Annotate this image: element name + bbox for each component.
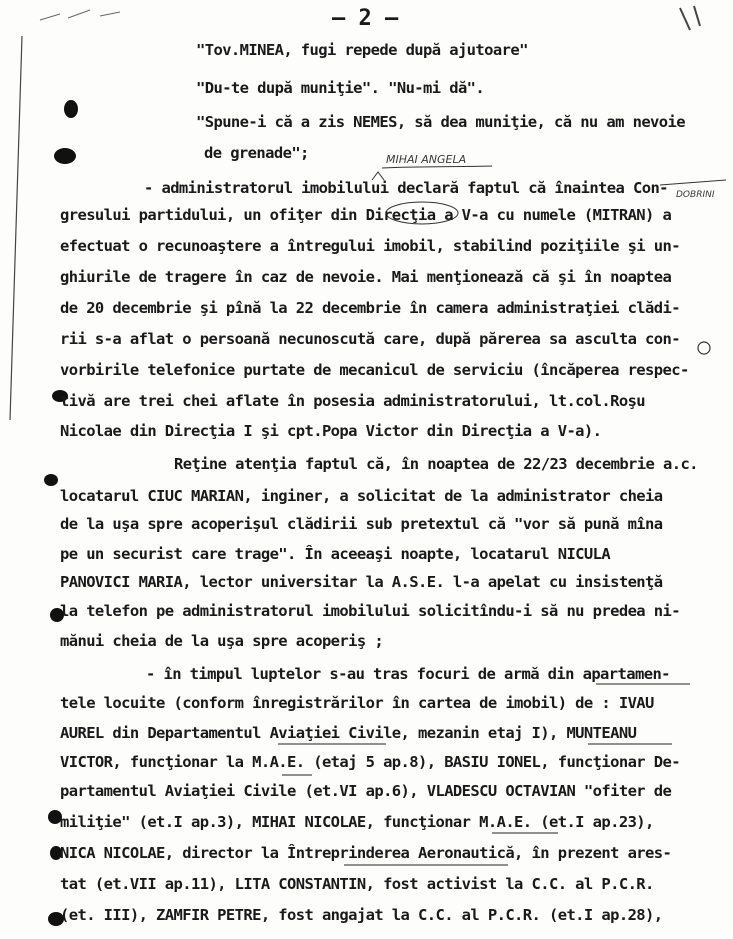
text-line: VICTOR, funcţionar la M.A.E. (etaj 5 ap.8), BASIU IONEL, funcţionar De- xyxy=(60,753,680,771)
text-line: "Du-te după muniţie". "Nu-mi dă". xyxy=(196,79,485,97)
text-line: la telefon pe administratorul imobilului solicitîndu-i să nu predea ni- xyxy=(60,602,680,620)
text-line: "Tov.MINEA, fugi repede după ajutoare" xyxy=(196,41,528,59)
text-line: de grenade"; xyxy=(204,144,309,162)
text-line: miliţie" (et.I ap.3), MIHAI NICOLAE, funcţionar M.A.E. (et.I ap.23), xyxy=(60,813,654,831)
text-line: - administratorul imobilului declară faptul că înaintea Con- xyxy=(144,179,668,197)
text-line: (et. III), ZAMFIR PETRE, fost angajat la C.C. al P.C.R. (et.I ap.28), xyxy=(60,906,663,924)
text-line: vorbirile telefonice purtate de mecanicul de serviciu (încăperea respec- xyxy=(60,361,689,379)
text-line: de 20 decembrie şi pînă la 22 decembrie în camera administraţiei clădi- xyxy=(60,299,680,317)
text-line: pe un securist care trage". În aceeaşi noapte, locatarul NICULA xyxy=(60,545,611,563)
text-line: ghiurile de tragere în caz de nevoie. Mai menţionează că şi în noaptea xyxy=(60,268,672,286)
text-line: AUREL din Departamentul Aviaţiei Civile, mezanin etaj I), MUNTEANU xyxy=(60,724,637,742)
text-line: de la uşa spre acoperişul clădirii sub pretextul că "vor să pună mîna xyxy=(60,515,663,533)
text-line: mănui cheia de la uşa spre acoperiş ; xyxy=(60,632,384,650)
text-line: Nicolae din Direcţia I şi cpt.Popa Victor din Direcţia a V-a). xyxy=(60,422,602,440)
text-line: rii s-a aflat o persoană necunoscută care, după părerea sa asculta con- xyxy=(60,330,680,348)
handwritten-name-annotation: MIHAI ANGELA xyxy=(386,153,467,166)
text-line: NICA NICOLAE, director la Întreprinderea Aeronautică, în prezent ares- xyxy=(60,844,672,862)
ink-blot xyxy=(54,148,76,164)
text-line: tivă are trei chei aflate în posesia administratorului, lt.col.Roşu xyxy=(60,392,646,410)
text-line: partamentul Aviaţiei Civile (et.VI ap.6), VLADESCU OCTAVIAN "ofiter de xyxy=(60,782,672,800)
handwritten-margin-annotation: DOBRINI xyxy=(676,190,715,200)
text-line: efectuat o recunoaştere a întregului imobil, stabilind poziţiile şi un- xyxy=(60,237,680,255)
page-number: — 2 — xyxy=(332,6,399,31)
text-line: tat (et.VII ap.11), LITA CONSTANTIN, fost activist la C.C. al P.C.R. xyxy=(60,875,654,893)
text-line: "Spune-i că a zis NEMES, să dea muniţie, că nu am nevoie xyxy=(196,113,685,131)
text-line: PANOVICI MARIA, lector universitar la A.S.E. l-a apelat cu insistenţă xyxy=(60,573,663,591)
text-line: locatarul CIUC MARIAN, inginer, a solicitat de la administrator cheia xyxy=(60,487,663,505)
ink-blot xyxy=(44,474,58,486)
text-line: Reţine atenţia faptul că, în noaptea de 22/23 decembrie a.c. xyxy=(174,455,698,473)
text-line: tele locuite (conform înregistrărilor în cartea de imobil) de : IVAU xyxy=(60,694,654,712)
text-line: gresului partidului, un ofiţer din Direcţia a V-a cu numele (MITRAN) a xyxy=(60,206,672,224)
text-line: - în timpul luptelor s-au tras focuri de armă din apartamen- xyxy=(146,665,670,683)
ink-blot xyxy=(64,100,78,118)
